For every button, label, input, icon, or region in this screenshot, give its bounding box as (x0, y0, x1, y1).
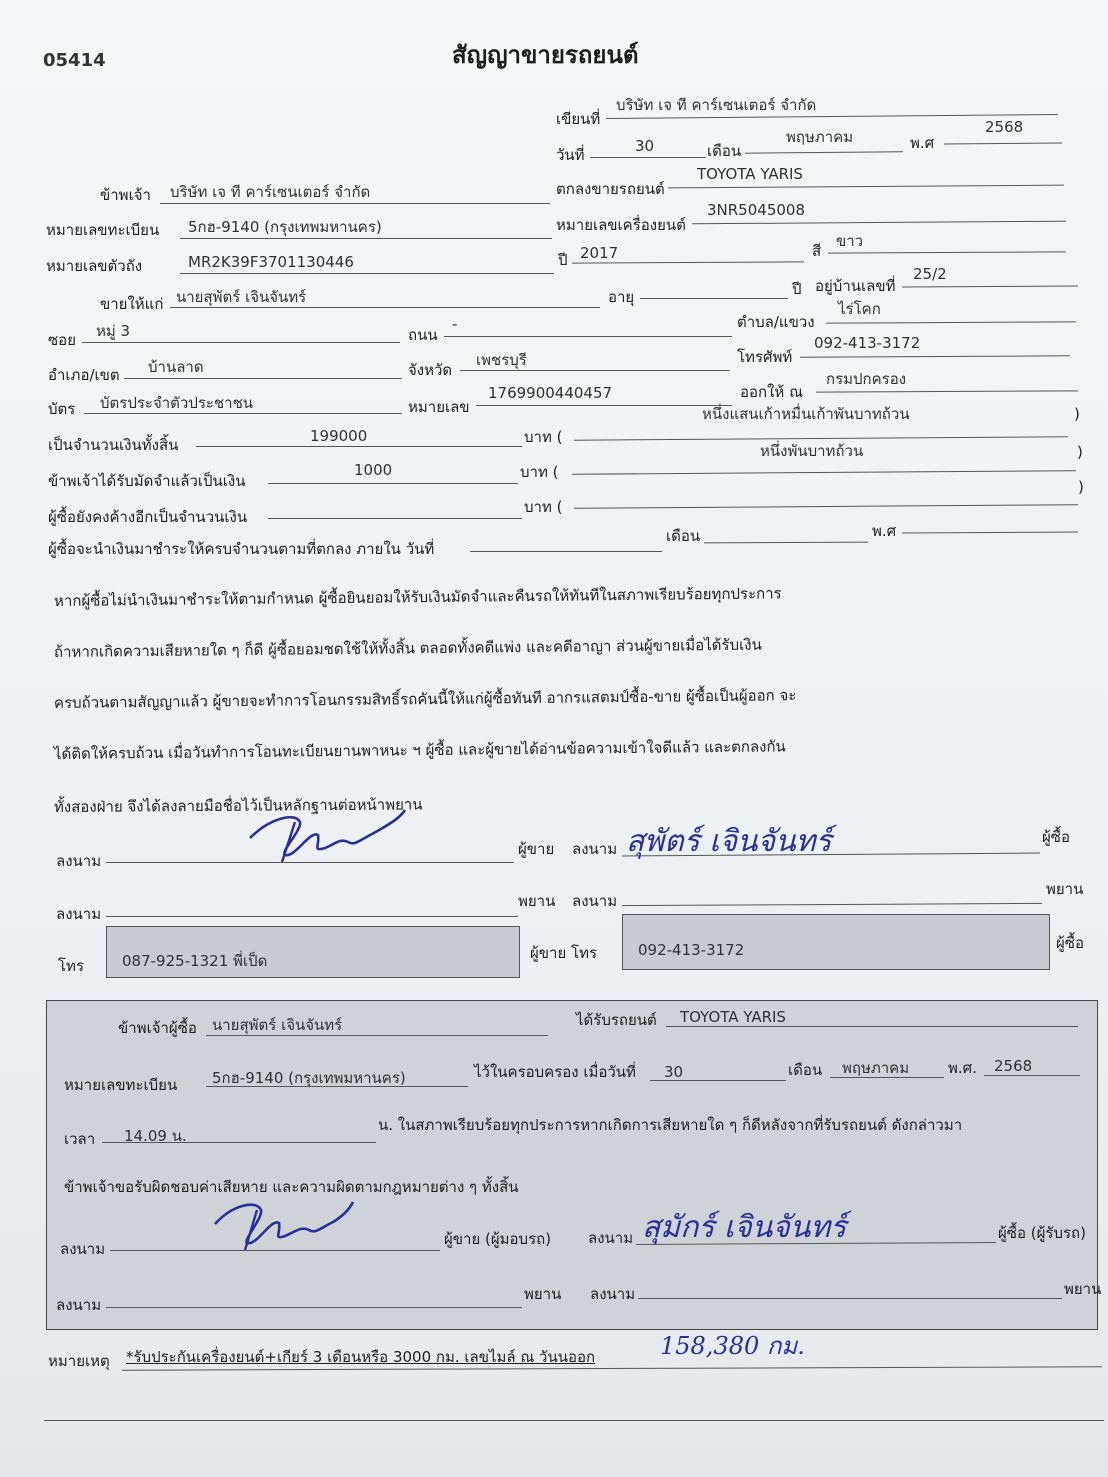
total-words-value: หนึ่งแสนเก้าหมื่นเก้าพันบาทถ้วน (702, 405, 910, 423)
receipt-month-label: เดือน (788, 1061, 823, 1079)
remaining-close: ) (1078, 478, 1084, 496)
model-year-label: ปี (558, 251, 568, 269)
terms-line-1: หากผู้ซื้อไม่นำเงินมาชำระให้ตามกำหนด ผู้ซื้อยินยอมให้รับเงินมัดจำและคืนรถให้ทันทีในสภาพเรียบร้อยทุกประการ (53, 584, 782, 610)
receipt-witness-label-1: พยาน (524, 1285, 562, 1303)
road-label: ถนน (408, 326, 438, 344)
receipt-responsibility-text: ข้าพเจ้าขอรับผิดชอบค่าเสียหาย และความผิดตามกฎหมายต่าง ๆ ทั้งสิ้น (64, 1178, 519, 1196)
receipt-plate-label: หมายเลขทะเบียน (64, 1076, 178, 1094)
deposit-close: ) (1077, 443, 1083, 461)
receipt-received-label: ได้รับรถยนต์ (576, 1011, 657, 1029)
receipt-buyer-label: ข้าพเจ้าผู้ซื้อ (118, 1019, 197, 1037)
year-label: พ.ศ (910, 134, 935, 152)
receipt-condition-text: น. ในสภาพเรียบร้อยทุกประการหากเกิดการเสียหายใด ๆ ก็ดีหลังจากที่รับรถยนต์ ดังกล่าวมา (378, 1116, 963, 1134)
id-value: 1769900440457 (488, 384, 613, 402)
plate-label: หมายเลขทะเบียน (46, 221, 160, 239)
province-value: เพชรบุรี (476, 351, 527, 369)
chassis-value: MR2K39F3701130446 (188, 253, 354, 271)
deposit-label: ข้าพเจ้าได้รับมัดจำแล้วเป็นเงิน (48, 472, 246, 490)
deposit-words-value: หนึ่งพันบาทถ้วน (760, 442, 864, 460)
receipt-sign-label-2: ลงนาม (588, 1229, 634, 1247)
note-label: หมายเหตุ (48, 1352, 110, 1370)
document-number: 05414 (43, 50, 106, 71)
terms-line-4: ได้ติดให้ครบถ้วน เมื่อวันทำการโอนทะเบียนยานพาหนะ ฯ ผู้ซื้อ และผู้ขายได้อ่านข้อความเข้าใจดีแล้ว และตกลงกัน (53, 737, 786, 763)
month-label: เดือน (707, 142, 742, 160)
buyer-signature-1: สุพัตร์ เจินจันทร์ (626, 824, 832, 859)
receipt-witness-label-2: พยาน (1064, 1280, 1102, 1298)
written-at-value: บริษัท เจ ที คาร์เซนเตอร์ จำกัด (616, 96, 817, 114)
card-label: บัตร (48, 400, 76, 418)
receipt-year-label: พ.ศ. (948, 1059, 977, 1077)
seller-value: บริษัท เจ ที คาร์เซนเตอร์ จำกัด (170, 183, 371, 201)
document-title: สัญญาขายรถยนต์ (452, 41, 639, 69)
buyer-label-1: ผู้ซื้อ (1042, 828, 1070, 846)
province-label: จังหวัด (408, 361, 453, 379)
due-year-label: พ.ศ (872, 522, 897, 540)
soi-label: ซอย (48, 331, 76, 349)
terms-line-2: ถ้าหากเกิดความเสียหายใด ๆ ก็ดี ผู้ซื้อยอมชดใช้ให้ทั้งสิ้น ตลอดทั้งคดีแพ่ง และคดีอาญา ส่วนผู้ขายเมื่อได้รับเงิน (53, 635, 762, 661)
phone-label-seller: โทร (58, 957, 85, 975)
day-value: 30 (635, 137, 655, 155)
note-text: *รับประกันเครื่องยนต์+เกียร์ 3 เดือนหรือ 3000 กม. เลขไมล์ ณ วันนออก (126, 1348, 596, 1366)
seller-phone-value: 087-925-1321 พี่เป็ด (122, 952, 268, 970)
color-value: ขาว (836, 232, 864, 250)
terms-line-5: ทั้งสองฝ่าย จึงได้ลงลายมือชื่อไว้เป็นหลักฐานต่อหน้าพยาน (53, 795, 423, 816)
seller-signature (240, 800, 410, 870)
due-label: ผู้ซื้อจะนำเงินมาชำระให้ครบจำนวนตามที่ตกลง ภายใน วันที่ (48, 540, 435, 558)
receipt-seller-label: ผู้ขาย (ผู้มอบรถ) (444, 1230, 552, 1248)
sign-label-2: ลงนาม (572, 840, 618, 858)
buyer-phone-value: 092-413-3172 (638, 941, 745, 959)
receipt-buyer-value: นายสุพัตร์ เจินจันทร์ (212, 1016, 343, 1034)
district-label: อำเภอ/เขต (48, 366, 120, 384)
total-label: เป็นจำนวนเงินทั้งสิ้น (48, 436, 179, 454)
remaining-label: ผู้ซื้อยังคงค้างอีกเป็นจำนวนเงิน (48, 508, 248, 526)
car-value: TOYOTA YARIS (697, 165, 803, 183)
id-label: หมายเลข (408, 398, 470, 416)
issued-value: กรมปกครอง (826, 370, 907, 388)
date-label: วันที่ (556, 146, 585, 164)
receipt-box (46, 1000, 1098, 1330)
engine-label: หมายเลขเครื่องยนต์ (556, 216, 686, 234)
agree-label: ตกลงขายรถยนต์ (556, 180, 665, 198)
total-value: 199000 (310, 427, 368, 445)
color-label: สี (812, 242, 822, 260)
receipt-month-value: พฤษภาคม (842, 1059, 910, 1077)
receipt-sign-label-4: ลงนาม (590, 1285, 636, 1303)
phone-value: 092-413-3172 (814, 334, 921, 352)
remaining-baht-label: บาท ( (524, 498, 563, 516)
witness-label-2: พยาน (1046, 880, 1084, 898)
issued-label: ออกให้ ณ (740, 383, 803, 401)
receipt-sign-label-1: ลงนาม (60, 1240, 106, 1258)
engine-value: 3NR5045008 (707, 201, 805, 219)
phone-label: โทรศัพท์ (737, 348, 793, 366)
i-label: ข้าพเจ้า (100, 186, 151, 204)
sign-label-4: ลงนาม (572, 892, 618, 910)
seller-label-1: ผู้ขาย (518, 840, 555, 858)
house-label: อยู่บ้านเลขที่ (815, 277, 896, 295)
sign-label-3: ลงนาม (56, 905, 102, 923)
written-at-label: เขียนที่ (556, 110, 601, 128)
total-close: ) (1074, 405, 1080, 423)
year-value: 2568 (985, 118, 1024, 136)
sign-label-1: ลงนาม (56, 852, 102, 870)
receipt-day-value: 30 (664, 1063, 684, 1081)
card-value: บัตรประจำตัวประชาชน (100, 394, 254, 412)
month-value: พฤษภาคม (786, 128, 854, 146)
deposit-baht-label: บาท ( (520, 463, 559, 481)
receipt-year-value: 2568 (994, 1057, 1033, 1075)
receipt-buyer-role-label: ผู้ซื้อ (ผู้รับรถ) (998, 1224, 1086, 1242)
plate-value: 5กฮ-9140 (กรุงเทพมหานคร) (188, 218, 382, 236)
subdistrict-value: ไร่โคก (838, 300, 881, 318)
deposit-value: 1000 (354, 461, 393, 479)
receipt-time-label: เวลา (64, 1130, 96, 1148)
total-baht-label: บาท ( (524, 428, 563, 446)
subdistrict-label: ตำบล/แขวง (737, 313, 815, 331)
receipt-sign-label-3: ลงนาม (56, 1296, 102, 1314)
due-month-label: เดือน (666, 527, 701, 545)
buyer-phone-label: ผู้ซื้อ (1056, 934, 1084, 952)
receipt-buyer-signature: สุมักร์ เจินจันทร์ (642, 1210, 847, 1245)
sell-to-label: ขายให้แก่ (100, 295, 164, 313)
receipt-possess-label: ไว้ในครอบครอง เมื่อวันที่ (474, 1063, 636, 1081)
terms-line-3: ครบถ้วนตามสัญญาแล้ว ผู้ขายจะทำการโอนกรรมสิทธิ์รถคันนี้ให้แก่ผู้ซื้อทันที อากรแสตมป์ซื้อ-ขาย ผู้ซื้อเป็นผู้ออก จะ (53, 686, 797, 712)
note-mileage: 158,380 กม. (660, 1332, 805, 1360)
receipt-car-value: TOYOTA YARIS (680, 1008, 786, 1026)
road-value: - (452, 315, 458, 333)
seller-phone-label: ผู้ขาย โทร (530, 944, 598, 962)
receipt-time-value: 14.09 น. (124, 1127, 187, 1145)
witness-label-1: พยาน (518, 892, 556, 910)
age-unit-label: ปี (792, 280, 802, 298)
model-year-value: 2017 (580, 244, 619, 262)
age-label: อายุ (608, 288, 635, 306)
soi-value: หมู่ 3 (96, 322, 131, 340)
chassis-label: หมายเลขตัวถัง (46, 257, 143, 275)
house-value: 25/2 (913, 265, 947, 283)
receipt-plate-value: 5กฮ-9140 (กรุงเทพมหานคร) (212, 1069, 406, 1087)
buyer-value: นายสุพัตร์ เจินจันทร์ (176, 288, 307, 306)
district-value: บ้านลาด (148, 358, 204, 376)
